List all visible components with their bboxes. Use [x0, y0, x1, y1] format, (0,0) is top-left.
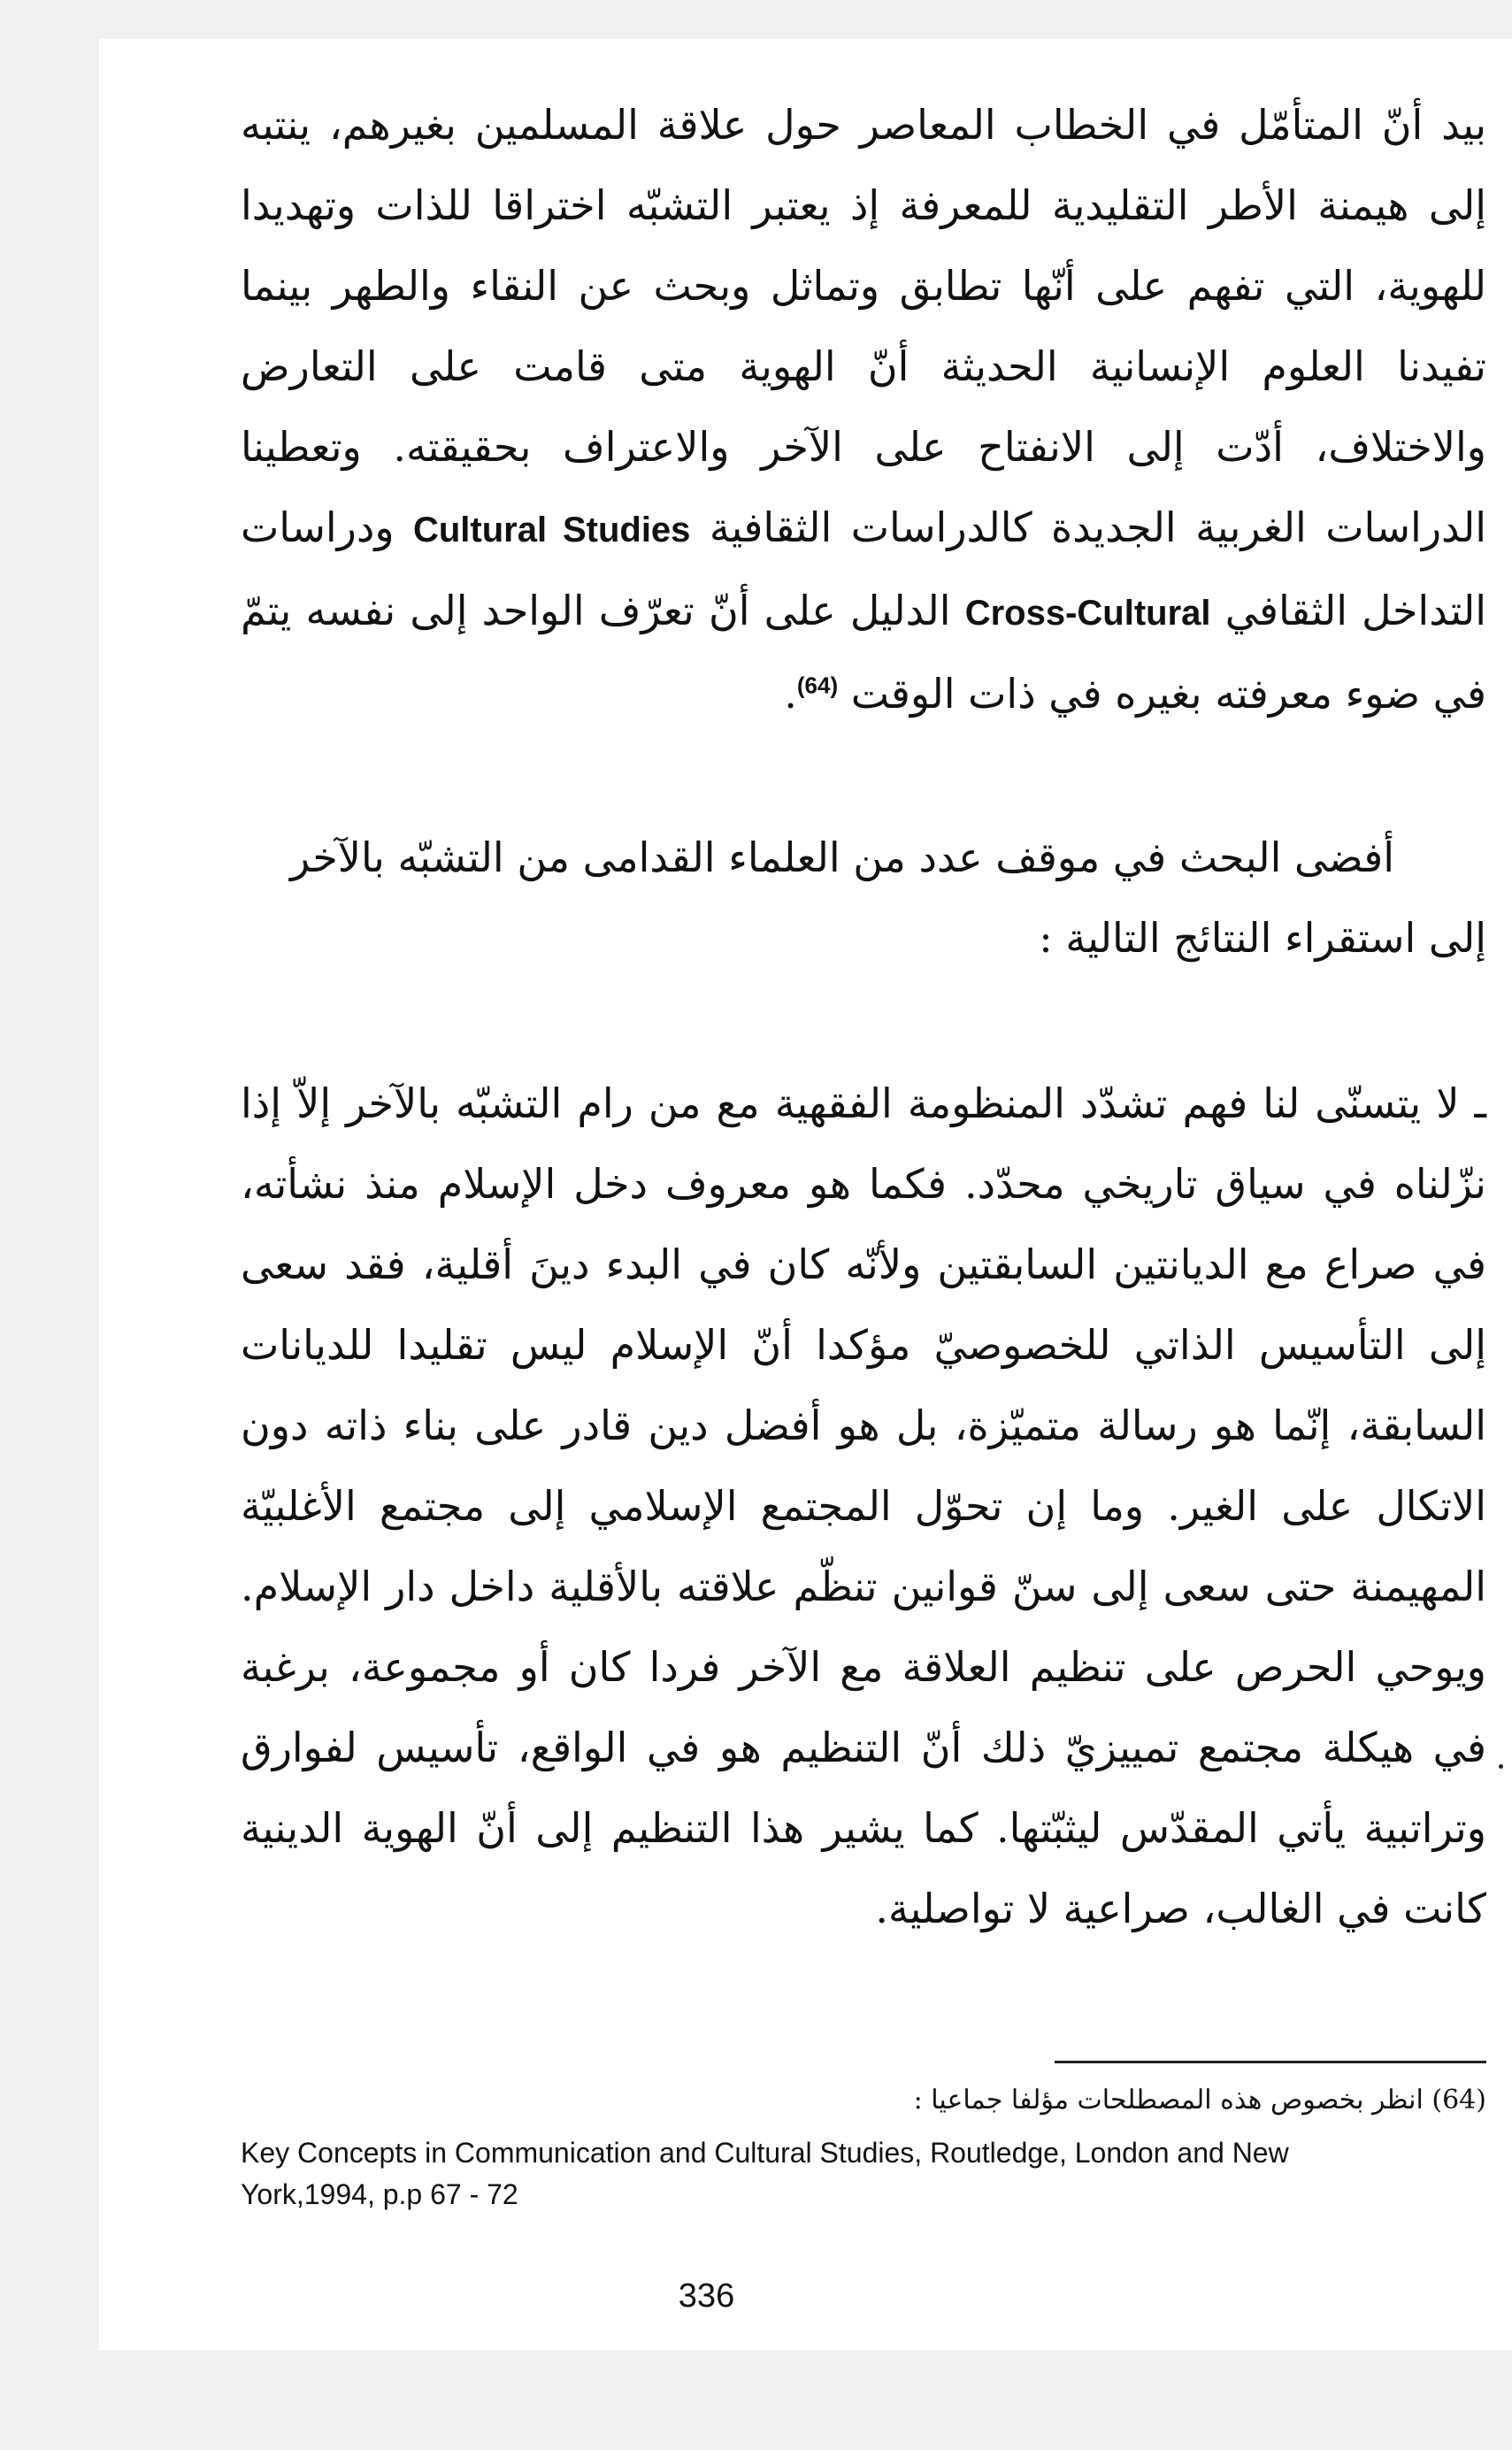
paragraph-text: بيد أنّ المتأمّل في الخطاب المعاصر حول علاقة المسلمين بغيرهم، ينتبه إلى هيمنة الأطر التقليدية للمعرفة إذ يعتبر التشبّه اختراقا للذات وتهديدا للهوية، التي تفهم على أنّها تطابق وتماثل وبحث عن النقاء والطهر بينما تفيدنا العلوم الإنسانية الحديثة أنّ الهوية متى قامت على التعارض والاختلاف، أدّت إلى الانفتاح على الآخر والاعتراف بحقيقته. وتعطينا الدراسات الغربية الجديدة كالدراسات الثقافية: [241, 101, 1486, 551]
term-cultural-studies: Cultural Studies: [412, 511, 691, 549]
paragraph-text: الدليل على أنّ تعرّف الواحد إلى نفسه يتمّ في ضوء معرفته بغيره في ذات الوقت: [241, 587, 1486, 718]
footnote-separator: [1055, 2061, 1486, 2063]
paragraph-line: أفضى البحث في موقف عدد من العلماء القدامى من التشبّه بالآخر: [289, 833, 1394, 881]
paragraph-identity-discourse: [241, 85, 1486, 734]
paragraph-research-results: [241, 818, 1486, 979]
footnote-citation: Key Concepts in Communication and Cultural Studies, Routledge, London and New York,1994, p.p 67 - 72: [241, 2137, 1289, 2210]
footnote-reference[interactable]: (64): [796, 672, 839, 699]
paragraph-first-result: ـ لا يتسنّى لنا فهم تشدّد المنظومة الفقهية مع من رام التشبّه بالآخر إلاّ إذا نزّلناه في سياق تاريخي محدّد. فكما هو معروف دخل الإسلام منذ نشأته، في صراع مع الديانتين السابقتين ولأنّه كان في البدء دينَ أقلية، فقد سعى إلى التأسيس الذاتي للخصوصيّ مؤكدا أنّ الإسلام ليس تقليدا للديانات السابقة، إنّما هو رسالة متميّزة، بل هو أفضل دين قادر على بناء ذاته دون الاتكال على الغير. وما إن تحوّل المجتمع الإسلامي إلى مجتمع الأغلبيّة المهيمنة حتى سعى إلى سنّ قوانين تنظّم علاقته بالأقلية داخل دار الإسلام. ويوحي الحرص على تنظيم العلاقة مع الآخر فردا كان أو مجموعة، برغبة في هيكلة مجتمع تمييزيّ ذلك أنّ التنظيم هو في الواقع، تأسيس لفوارق وتراتبية يأتي المقدّس ليثبّتها. كما يشير هذا التنظيم إلى أنّ الهوية الدينية كانت في الغالب، صراعية لا تواصلية.: [241, 1079, 1486, 1932]
paragraph-line: إلى استقراء النتائج التالية :: [1039, 914, 1486, 962]
paragraph-text: ودراسات التداخل الثقافي: [241, 503, 1487, 634]
term-cross-cultural: Cross-Cultural: [964, 594, 1211, 633]
stray-dot: [1499, 1764, 1503, 1769]
footnote-arabic: (64) انظر بخصوص هذه المصطلحات مؤلفا جماعيا :: [913, 2085, 1486, 2116]
page-number: 336: [678, 2277, 735, 2315]
paragraph-end-mark: .: [784, 670, 797, 718]
book-page: [99, 39, 1512, 2350]
